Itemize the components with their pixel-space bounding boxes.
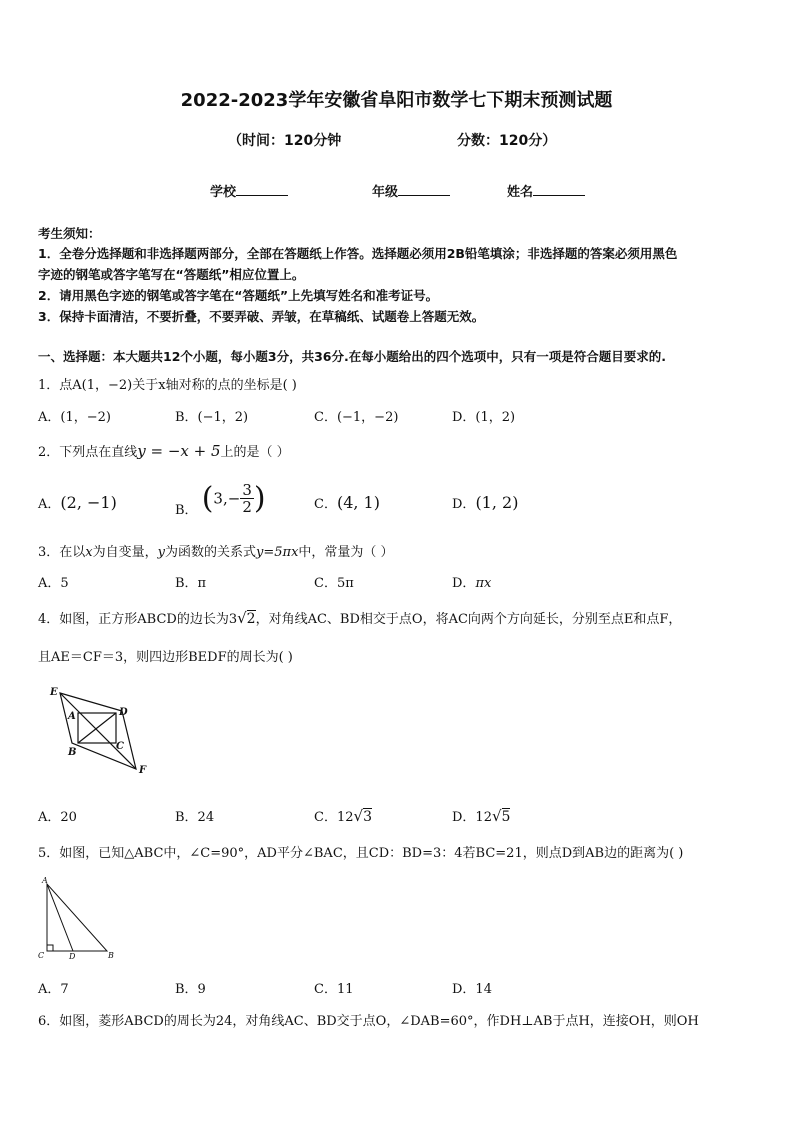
q2-option-c: [314, 493, 380, 512]
q4-option-b: B．24: [175, 810, 215, 825]
q1-option-b: B．(−1，2): [175, 410, 249, 425]
q3-option-c: C．5π: [314, 576, 354, 591]
q4-figure: [44, 683, 154, 778]
q4-stem-line1: 4．如图，正方形ABCD的边长为3√2，对角线AC、BD相交于点O，将AC向两个方向延长，分别至点E和点F，: [38, 609, 682, 627]
q2-option-c-label: C．: [314, 497, 337, 512]
q2-option-b-value: (3,− $\frac{3}{2}$ ): [201, 481, 266, 516]
q1-option-d: D．(1，2): [452, 410, 516, 425]
q5-label-b: B: [108, 951, 114, 960]
q4-option-c: C．12√3: [314, 807, 372, 825]
q4-option-a: A．20: [38, 810, 77, 825]
q5-option-c: C．11: [314, 982, 354, 997]
q2-option-d-label: D．: [452, 497, 476, 512]
grade-field: [372, 181, 450, 200]
name-field: [507, 181, 585, 200]
q2-stem-post: 上的是（ ）: [220, 445, 290, 460]
q4-label-d: D: [119, 707, 128, 718]
notice-item-2: 2．请用黑色字迹的钢笔或答字笔在“答题纸”上先填写姓名和准考证号。: [38, 288, 439, 303]
q1-option-a: A．(1，−2): [38, 410, 111, 425]
q3-stem-mid2: 为函数的关系式: [165, 545, 257, 560]
q2-option-b-sign: −: [227, 489, 241, 508]
notice-item-3: 3．保持卡面清洁，不要折叠，不要弄破、弄皱，在草稿纸、试题卷上答题无效。: [38, 309, 485, 324]
q2-option-b-numerator: 3: [242, 481, 252, 499]
q4-option-c-radicand: 3: [363, 809, 372, 825]
q3-option-a: A．5: [38, 576, 69, 591]
q5-stem: 5．如图，已知△ABC中，∠C=90°，AD平分∠BAC，且CD：BD=3：4若BC=21，则点D到AB边的距离为( ): [38, 846, 684, 861]
school-label: 学校: [210, 185, 237, 200]
q4-option-d-radicand: 5: [501, 809, 511, 825]
q5-triangle-abc: [47, 884, 107, 951]
q4-label-f: F: [139, 765, 147, 776]
q5-label-c: C: [38, 951, 45, 960]
q5-option-d: D．14: [452, 982, 492, 997]
grade-blank: [398, 183, 450, 196]
q2-option-b-int: 3,: [213, 489, 228, 508]
q2-option-b-label: B．: [175, 503, 198, 518]
q3-option-d: [452, 572, 491, 591]
q3-formula: y=5πx: [256, 545, 299, 560]
school-blank: [236, 183, 288, 196]
q4-stem-post: ，对角线AC、BD相交于点O，将AC向两个方向延长，分别至点E和点F，: [255, 612, 682, 627]
q3-stem-mid: 为自变量，: [92, 545, 158, 560]
q5-option-b: B．9: [175, 982, 206, 997]
grade-label: 年级: [372, 185, 399, 200]
q6-stem: 6．如图，菱形ABCD的周长为24，对角线AC、BD交于点O，∠DAB=60°，作DH⊥AB于点H，连接OH，则OH: [38, 1014, 699, 1029]
q4-label-c: C: [116, 741, 124, 752]
q4-label-e: E: [50, 687, 58, 698]
q5-right-angle-mark: [47, 945, 53, 951]
q3-var-x: x: [85, 545, 93, 560]
q3-option-b: B．π: [175, 576, 207, 591]
exam-time: （时间：120分钟: [228, 133, 342, 149]
q3-stem-pre: 3．在以: [38, 545, 86, 560]
q2-option-b: [175, 481, 266, 516]
q1-option-c: C．(−1，−2): [314, 410, 399, 425]
name-label: 姓名: [507, 185, 534, 200]
q2-option-b-fraction: [240, 482, 254, 515]
q4-option-d-prefix: D．12: [452, 810, 492, 825]
q2-option-b-denominator: 2: [242, 498, 252, 516]
exam-score: 分数：120分）: [457, 133, 557, 149]
q5-figure: [36, 874, 118, 960]
q4-side-radicand: 2: [246, 611, 256, 627]
q4-label-b: B: [68, 747, 77, 758]
notice-item-1: 1．全卷分选择题和非选择题两部分，全部在答题纸上作答。选择题必须用2B铅笔填涂；非选择题的答案必须用黑色: [38, 246, 678, 261]
q3-var-y: y: [157, 545, 165, 560]
q1-stem: 1．点A(1，−2)关于x轴对称的点的坐标是( ): [38, 378, 297, 393]
q5-label-a: A: [42, 876, 48, 885]
q2-option-a: [38, 493, 117, 512]
q3-stem-post: 中，常量为（ ）: [298, 545, 394, 560]
exam-title: 2022-2023学年安徽省阜阳市数学七下期末预测试题: [180, 90, 613, 111]
q2-option-d: [452, 493, 518, 512]
q4-stem-pre: 4．如图，正方形ABCD的边长为3: [38, 612, 238, 627]
notice-item-1-cont: 字迹的钢笔或答字笔写在“答题纸”相应位置上。: [38, 267, 305, 282]
q4-stem-line2: 且AE＝CF＝3，则四边形BEDF的周长为( ): [38, 650, 293, 665]
q2-stem: [38, 441, 290, 460]
q2-option-c-value: (4, 1): [336, 493, 380, 512]
q4-option-c-prefix: C．12: [314, 810, 354, 825]
q3-stem: [38, 541, 394, 560]
school-field: [210, 181, 288, 200]
q3-option-d-value: πx: [475, 576, 492, 591]
q2-line-equation: y = −x + 5: [137, 442, 221, 460]
q2-option-a-value: (2, −1): [60, 493, 117, 512]
q5-bisector-ad: [47, 884, 73, 951]
q2-stem-pre: 2．下列点在直线: [38, 445, 138, 460]
name-blank: [533, 183, 585, 196]
q4-label-a: A: [68, 711, 76, 722]
q3-option-d-label: D．: [452, 576, 476, 591]
notice-heading: 考生须知：: [38, 226, 101, 241]
q2-option-a-label: A．: [38, 497, 61, 512]
section-heading: 一、选择题：本大题共12个小题，每小题3分，共36分.在每小题给出的四个选项中，只有一项是符合题目要求的.: [38, 349, 666, 364]
q5-option-a: A．7: [38, 982, 69, 997]
q4-option-d: D．12√5: [452, 807, 511, 825]
q2-option-d-value: (1, 2): [475, 493, 519, 512]
q5-label-d: D: [69, 952, 76, 960]
